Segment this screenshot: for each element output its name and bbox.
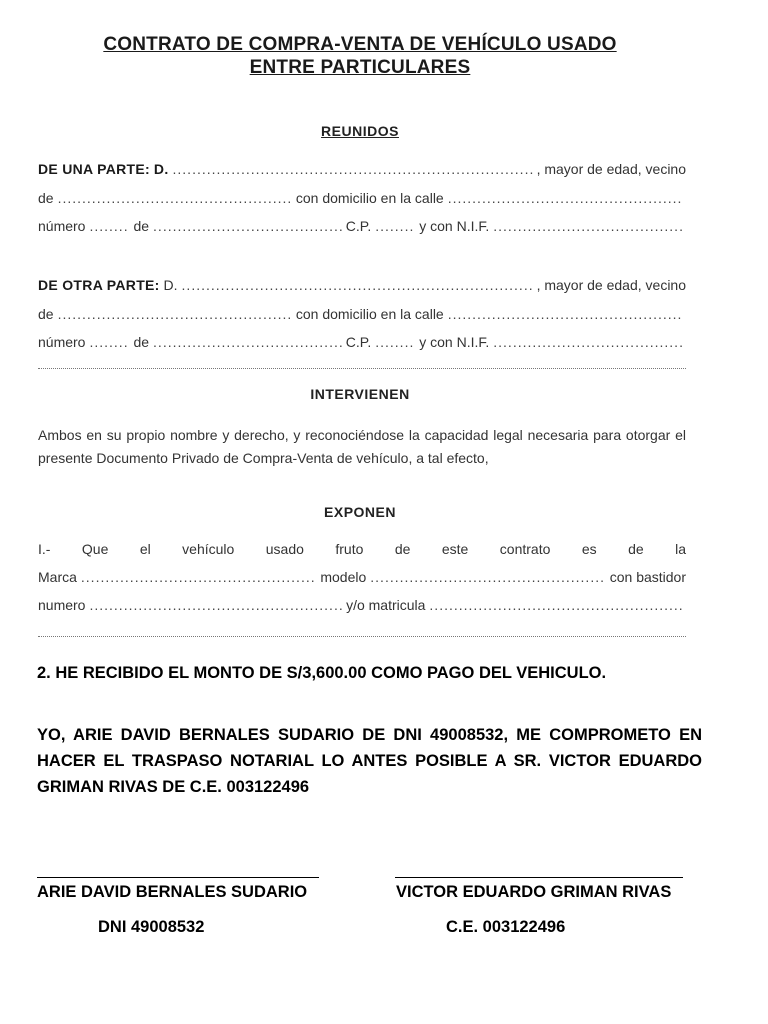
fill-in-dots	[89, 218, 129, 234]
commitment-statement: YO, ARIE DAVID BERNALES SUDARIO DE DNI 49008532, ME COMPROMETO EN HACER EL TRASPASO NOTARIAL LO ANTES POSIBLE A SR. VICTOR EDUARDO GRIMAN RIVAS DE C.E. 003122496	[37, 726, 702, 796]
fill-in-dots	[153, 334, 342, 350]
parte1-line3-nif: y con N.I.F.	[419, 218, 490, 234]
section-reunidos-heading: REUNIDOS	[321, 123, 399, 139]
fill-in-dots	[448, 190, 682, 206]
fill-in-dots	[182, 277, 533, 293]
fill-in-dots	[370, 569, 605, 585]
parte1-line-1	[38, 161, 686, 188]
parte2-line-2	[38, 306, 686, 333]
exponen-line-1: I.- Que el vehículo usado fruto de este contrato es de la	[38, 541, 686, 557]
dotted-separator	[38, 368, 686, 370]
exponen-modelo-label: modelo	[320, 569, 367, 585]
parte2-line2-mid: con domicilio en la calle	[295, 306, 444, 322]
fill-in-dots	[448, 306, 682, 322]
parte2-line3-cp: C.P.	[345, 334, 372, 350]
signer-right-name: VICTOR EDUARDO GRIMAN RIVAS	[396, 883, 672, 901]
parte1-line-3	[38, 218, 686, 245]
parte1-line3-cp: C.P.	[345, 218, 372, 234]
fill-in-dots	[58, 306, 292, 322]
parte2-line3-nif: y con N.I.F.	[419, 334, 490, 350]
exponen-matricula-label: y/o matricula	[346, 597, 426, 613]
signature-line-left	[37, 877, 319, 878]
contract-title-line-1: CONTRATO DE COMPRA-VENTA DE VEHÍCULO USADO	[103, 34, 617, 55]
parte2-label: DE OTRA PARTE:	[38, 277, 160, 293]
parte1-label: DE UNA PARTE:	[38, 161, 151, 177]
parte2-line3-de: de	[133, 334, 150, 350]
dotted-separator	[38, 636, 686, 638]
parte2-line3-start: número	[38, 334, 86, 350]
parte1-line-2	[38, 190, 686, 217]
section-intervienen-heading: INTERVIENEN	[310, 386, 410, 402]
section-exponen-heading: EXPONEN	[324, 504, 396, 520]
parte1-line1-end: , mayor de edad, vecino	[536, 161, 686, 177]
fill-in-dots	[375, 334, 415, 350]
parte1-line3-start: número	[38, 218, 86, 234]
fill-in-dots	[89, 597, 342, 613]
fill-in-dots	[81, 569, 316, 585]
parte2-line2-start: de	[38, 306, 54, 322]
fill-in-dots	[58, 190, 292, 206]
exponen-marca-label: Marca	[38, 569, 77, 585]
contract-title-line-2: ENTRE PARTICULARES	[249, 57, 471, 78]
fill-in-dots	[493, 218, 682, 234]
parte1-line2-start: de	[38, 190, 54, 206]
fill-in-dots	[429, 597, 682, 613]
parte1-d: D.	[153, 161, 169, 177]
fill-in-dots	[89, 334, 129, 350]
signer-left-name: ARIE DAVID BERNALES SUDARIO	[37, 883, 308, 901]
signature-line-right	[395, 877, 683, 878]
fill-in-dots	[493, 334, 682, 350]
scanned-contract-form	[30, 28, 690, 653]
exponen-line-2	[38, 569, 686, 596]
fill-in-dots	[153, 218, 342, 234]
parte2-d: D.	[163, 277, 178, 293]
exponen-numero-label: numero	[38, 597, 86, 613]
exponen-bastidor-label: con bastidor	[609, 569, 686, 585]
parte2-line-1	[38, 277, 686, 304]
fill-in-dots	[375, 218, 415, 234]
signer-right-id: C.E. 003122496	[446, 918, 566, 936]
payment-statement: 2. HE RECIBIDO EL MONTO DE S/3,600.00 COMO PAGO DEL VEHICULO.	[37, 664, 607, 682]
exponen-line-3	[38, 597, 686, 624]
parte1-line2-mid: con domicilio en la calle	[295, 190, 444, 206]
parte2-line1-end: , mayor de edad, vecino	[536, 277, 686, 293]
parte1-line3-de: de	[133, 218, 150, 234]
fill-in-dots	[173, 161, 533, 177]
signer-left-id: DNI 49008532	[98, 918, 205, 936]
parte2-line-3	[38, 334, 686, 361]
intervienen-paragraph: Ambos en su propio nombre y derecho, y reconociéndose la capacidad legal necesaria para otorgar el presente Documento Privado de Compra-Venta de vehículo, a tal efecto,	[38, 427, 686, 466]
